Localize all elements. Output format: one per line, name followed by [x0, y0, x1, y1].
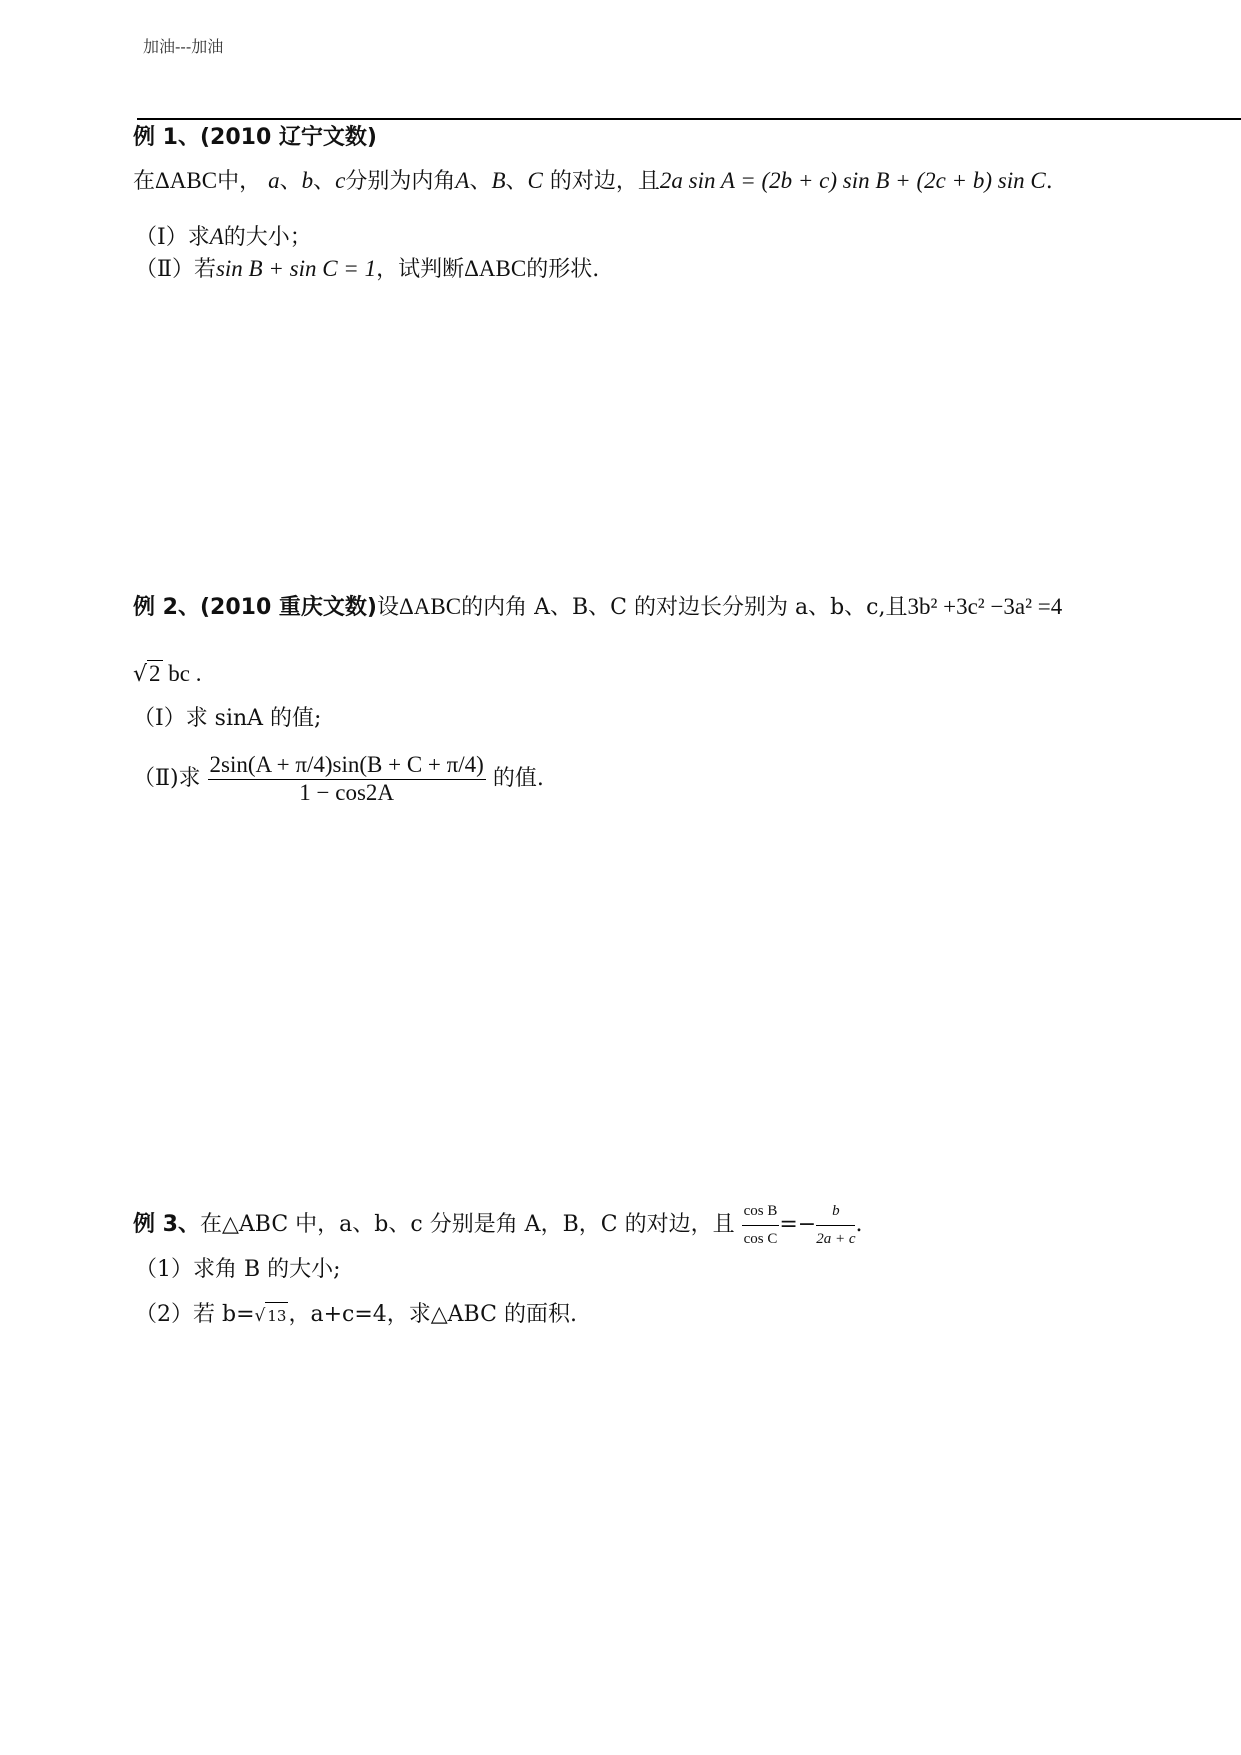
ex1-text: 分别为内角 [345, 169, 456, 194]
q2-suffix: 的形状. [526, 257, 600, 282]
q2-suffix: 的值. [492, 766, 544, 791]
ex1-text: 在 [133, 169, 156, 194]
ex1-sep: 、 [505, 169, 528, 194]
example-2-question-2 [133, 752, 544, 806]
ex3-mid: =− [779, 1212, 817, 1237]
example-2-title: 例 2、(2010 重庆文数) [133, 595, 377, 620]
ex2-text: 设 [376, 595, 399, 620]
ex3-fraction-1 [742, 1198, 780, 1252]
ex1-text: 中， [217, 169, 262, 194]
example-2-stem-cont [133, 660, 202, 688]
q2-mid: ，试判断 [376, 257, 465, 282]
ex3-fraction-2 [816, 1198, 855, 1252]
fraction-denominator: 1 − cos2A [299, 780, 395, 805]
example-1-question-2 [135, 256, 599, 283]
q2-suffix: ，a+c=4，求△ABC 的面积. [288, 1302, 577, 1327]
fraction-numerator: cos B [742, 1198, 780, 1226]
fraction-numerator: 2sin(A + π/4)sin(B + C + π/4) [208, 752, 486, 780]
header-rule [137, 118, 1241, 120]
fraction-denominator: 2a + c [816, 1231, 856, 1247]
example-3-stem [133, 1198, 862, 1252]
ex1-text: 的对边，且 [549, 169, 660, 194]
ex2-triangle: ΔABC [398, 594, 462, 619]
ex2-text: 的内角 A、B、C 的对边长分别为 a、b、c,且 [461, 595, 908, 620]
q1-var: A [209, 224, 224, 249]
ex1-sep: 、 [313, 169, 336, 194]
ex1-var-c: c [335, 168, 346, 193]
ex3-text: 在△ABC 中，a、b、c 分别是角 A，B，C 的对边，且 [199, 1212, 735, 1237]
q2-prefix: （2）若 b= [135, 1302, 255, 1327]
example-2-question-1: （Ⅰ）求 sinA 的值; [133, 706, 322, 731]
ex3-period: . [855, 1212, 863, 1237]
q2-prefix: （Ⅱ)求 [133, 766, 201, 791]
example-3-question-1: （1）求角 B 的大小; [135, 1257, 341, 1282]
example-1-title: 例 1、(2010 辽宁文数) [133, 125, 377, 150]
ex1-period: . [1045, 169, 1053, 194]
ex2-tail: bc . [162, 661, 202, 686]
ex1-sep: 、 [279, 169, 302, 194]
ex1-var-B: B [491, 168, 506, 193]
sqrt-radicand: 2 [149, 661, 161, 686]
sqrt-symbol: √ [254, 1306, 266, 1326]
fraction-denominator: cos C [743, 1231, 778, 1247]
example-2-stem [133, 594, 1062, 621]
q2-prefix: （Ⅱ）若 [135, 257, 216, 282]
sqrt-radicand: 13 [265, 1302, 288, 1329]
ex1-var-C: C [527, 168, 543, 193]
ex1-var-A: A [455, 168, 470, 193]
page-header: 加油---加油 [143, 37, 224, 56]
fraction-numerator: b [816, 1198, 855, 1226]
example-1-question-1 [135, 224, 312, 251]
ex1-var-b: b [301, 168, 314, 193]
ex1-triangle: ΔABC [155, 168, 218, 193]
sqrt-symbol: √ [133, 662, 148, 687]
q1-suffix: 的大小； [223, 225, 312, 250]
ex1-var-a: a [268, 168, 280, 193]
ex1-equation: 2a sin A = (2b + c) sin B + (2c + b) sin C [659, 168, 1046, 193]
example-3-title: 例 3、 [133, 1212, 200, 1237]
q2-triangle: ΔABC [464, 256, 527, 281]
ex2-fraction [208, 752, 486, 806]
ex1-sep: 、 [469, 169, 492, 194]
ex2-equation: 3b² +3c² −3a² =4 [907, 594, 1063, 619]
q2-equation: sin B + sin C = 1 [215, 256, 377, 281]
example-1-stem [133, 168, 1053, 195]
example-3-question-2 [135, 1302, 577, 1329]
q1-prefix: （Ⅰ）求 [135, 225, 210, 250]
